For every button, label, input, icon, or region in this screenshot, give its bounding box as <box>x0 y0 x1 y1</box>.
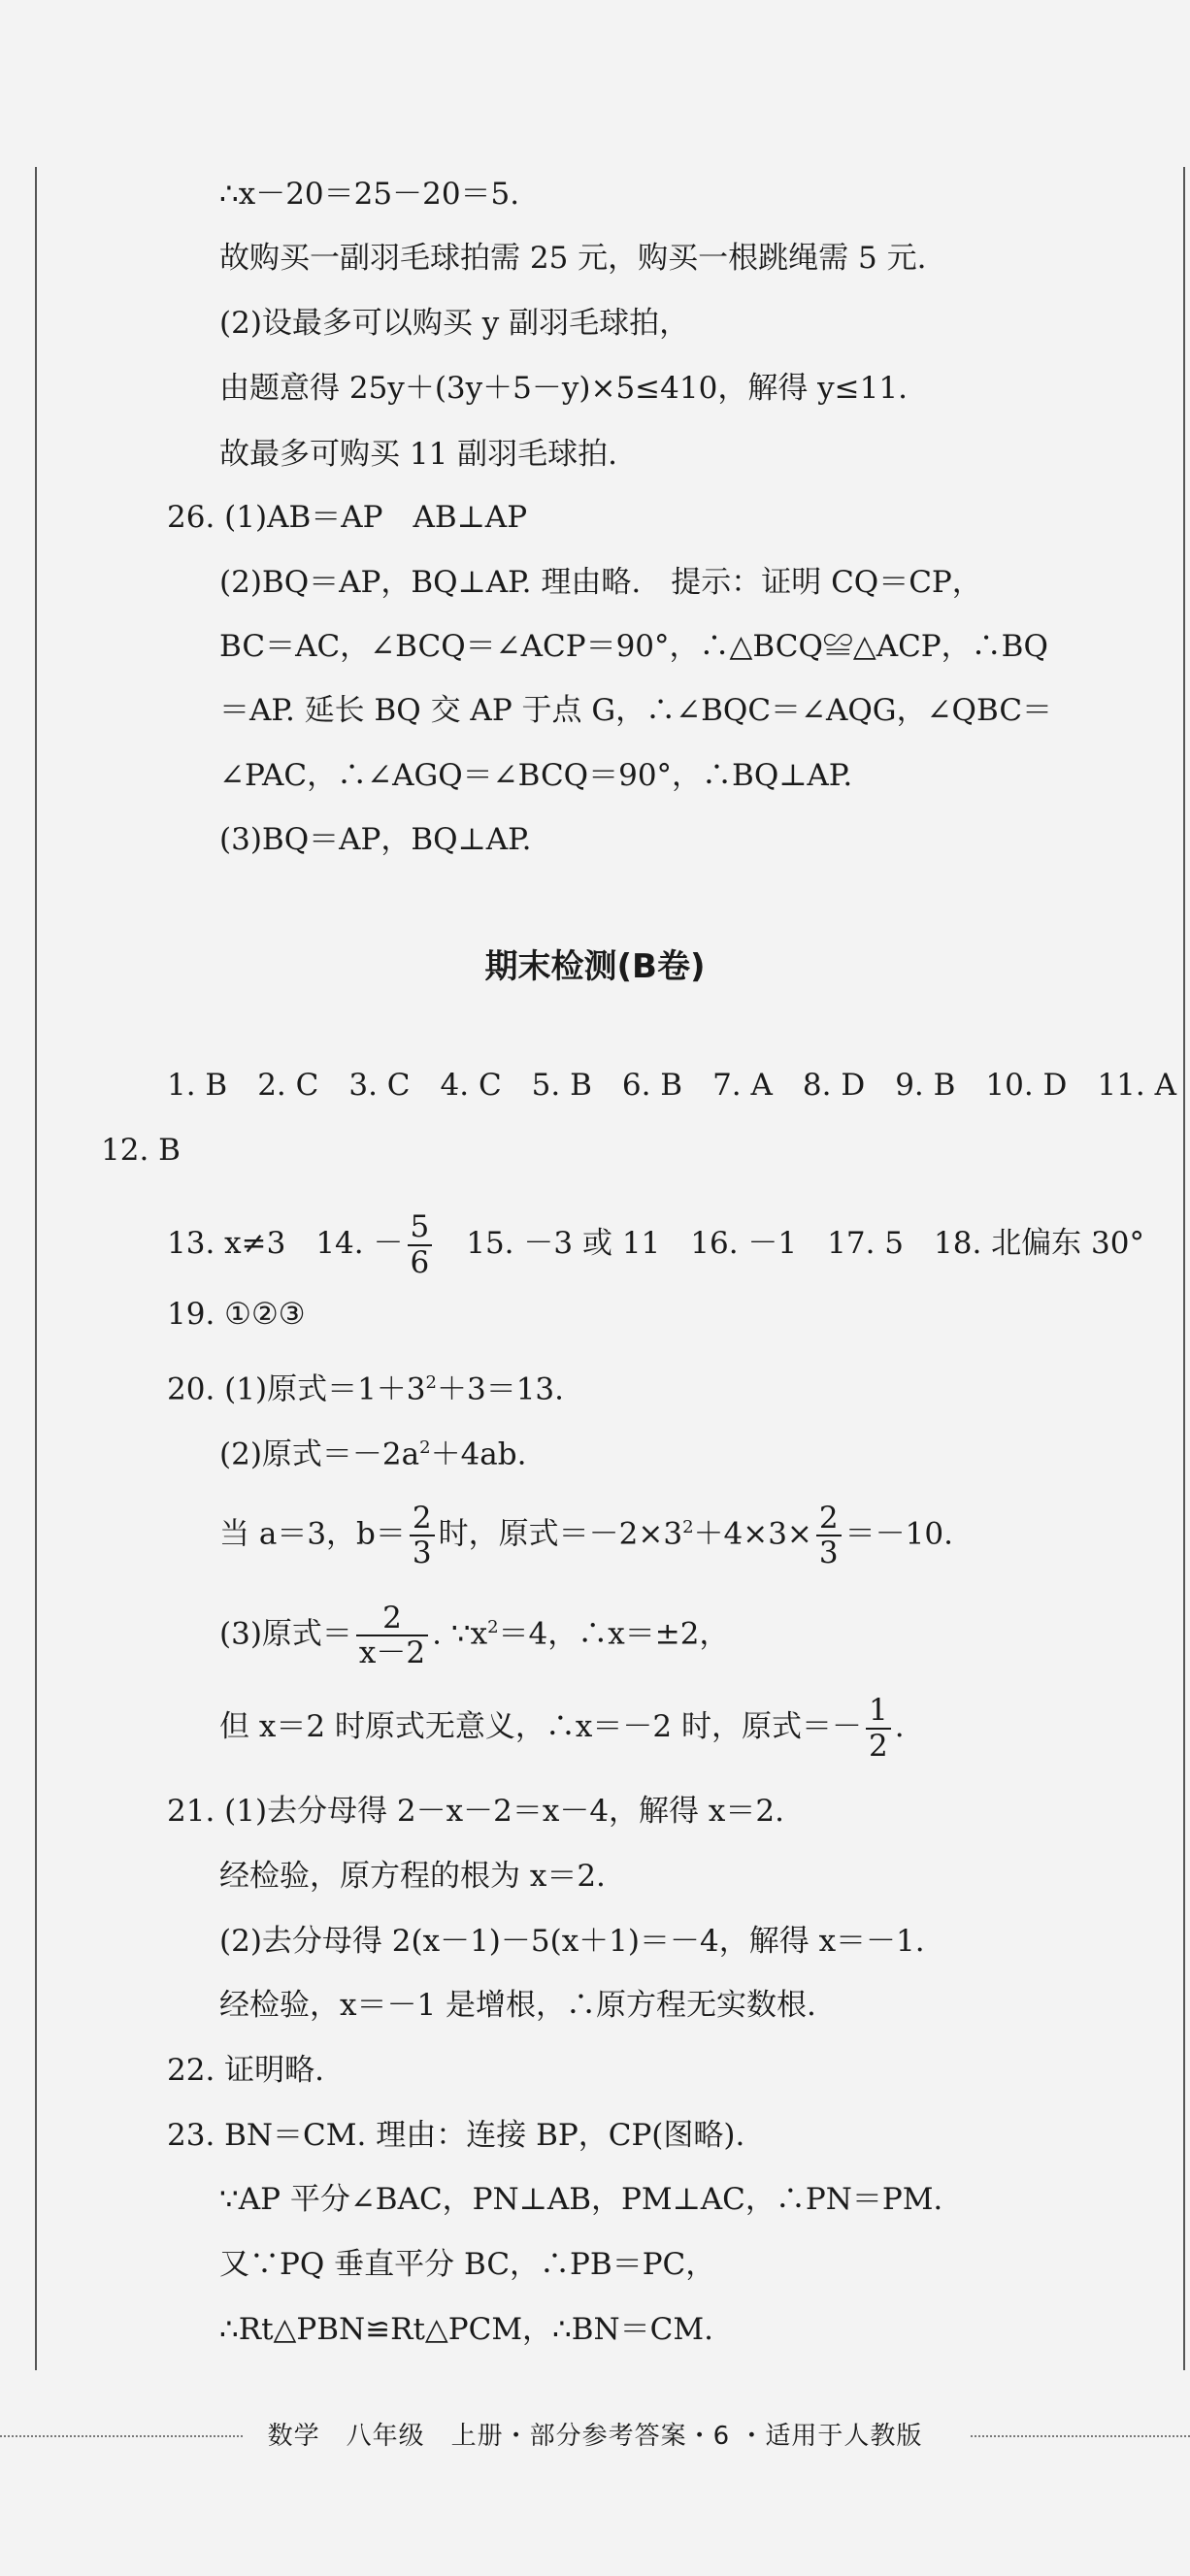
fraction: $\frac{2}{3}$ <box>816 1502 842 1569</box>
text-line: 经检验，x＝－1 是增根，∴原方程无实数根. <box>219 1988 816 2023</box>
text-line: (2)设最多可以购买 y 副羽毛球拍， <box>219 306 690 341</box>
question-20: 20. (1)原式$=1+3^2+3=13$. <box>167 1371 564 1407</box>
section-title: 期末检测(B卷) <box>484 947 706 986</box>
text-line: (2)BQ＝AP，BQ⊥AP. 理由略. 提示：证明 CQ＝CP， <box>219 565 982 600</box>
question-26: 26. (1)AB＝AP AB⊥AP <box>167 500 528 535</box>
question-21: 21. (1)去分母得 2－x－2＝x－4，解得 x＝2. <box>167 1794 784 1829</box>
fraction: $\frac{2}{3}$ <box>410 1502 435 1569</box>
text-line: BC＝AC，∠BCQ＝∠ACP＝90°，∴△BCQ≌△ACP，∴BQ <box>219 629 1048 664</box>
text-line: (3)BQ＝AP，BQ⊥AP. <box>219 822 532 857</box>
text-line: 当 a＝3，b＝ $\frac{2}{3}$ 时，原式$=-2\times 3^2+4\times 3\times$ $\frac{2}{3}$ ＝－10. <box>219 1500 953 1570</box>
right-margin-rule <box>1183 167 1185 2370</box>
answers-1-11: 1. B 2. C 3. C 4. C 5. B 6. B 7. A 8. D 9. B 10. D 11. A <box>167 1068 1176 1103</box>
answer-19: 19. ①②③ <box>167 1297 306 1332</box>
question-22: 22. 证明略. <box>167 2053 325 2088</box>
text-line: 故最多可购买 11 副羽毛球拍. <box>219 437 618 472</box>
text-line: 但 x＝2 时原式无意义，∴x＝－2 时，原式＝－ $\frac{1}{2}$ . <box>219 1693 905 1764</box>
text-line: 故购买一副羽毛球拍需 25 元，购买一根跳绳需 5 元. <box>219 241 927 276</box>
answer-12: 12. B <box>101 1133 181 1168</box>
footer-text: 数学 八年级 上册・部分参考答案・6 ・适用于人教版 <box>258 2422 933 2451</box>
text-line: 由题意得 25y＋(3y＋5－y)×5≤410，解得 y≤11. <box>219 371 908 406</box>
text-line: (3)原式＝ $\frac{2}{x-2}$ . $\because x^2=4$，∴x＝±2， <box>219 1600 730 1670</box>
fraction: $\frac{5}{6}$ <box>408 1210 433 1278</box>
text-line: (2)原式$=-2a^2+4ab$. <box>219 1437 527 1472</box>
answers-13-18: 13. x≠3 14. － $\frac{5}{6}$ 15. －3 或 11 16. －1 17. 5 18. 北偏东 30° <box>167 1209 1144 1280</box>
page-footer <box>0 2417 1190 2456</box>
text-line: 又∵PQ 垂直平分 BC，∴PB＝PC， <box>219 2247 716 2282</box>
question-23: 23. BN＝CM. 理由：连接 BP，CP(图略). <box>167 2118 745 2153</box>
text-line: ∴x－20＝25－20＝5. <box>219 177 520 212</box>
text-line: ∴Rt△PBN≌Rt△PCM，∴BN＝CM. <box>219 2312 714 2347</box>
text-line: ∵AP 平分∠BAC，PN⊥AB，PM⊥AC，∴PN＝PM. <box>219 2182 943 2217</box>
text-line: 经检验，原方程的根为 x＝2. <box>219 1859 606 1894</box>
text-line: ＝AP. 延长 BQ 交 AP 于点 G，∴∠BQC＝∠AQG，∠QBC＝ <box>219 693 1053 728</box>
text-line: (2)去分母得 2(x－1)－5(x＋1)＝－4，解得 x＝－1. <box>219 1924 925 1959</box>
fraction: $\frac{1}{2}$ <box>866 1694 891 1762</box>
left-margin-rule <box>35 167 37 2370</box>
text-line: ∠PAC，∴∠AGQ＝∠BCQ＝90°，∴BQ⊥AP. <box>219 758 853 793</box>
fraction: $\frac{2}{x-2}$ <box>356 1602 428 1669</box>
